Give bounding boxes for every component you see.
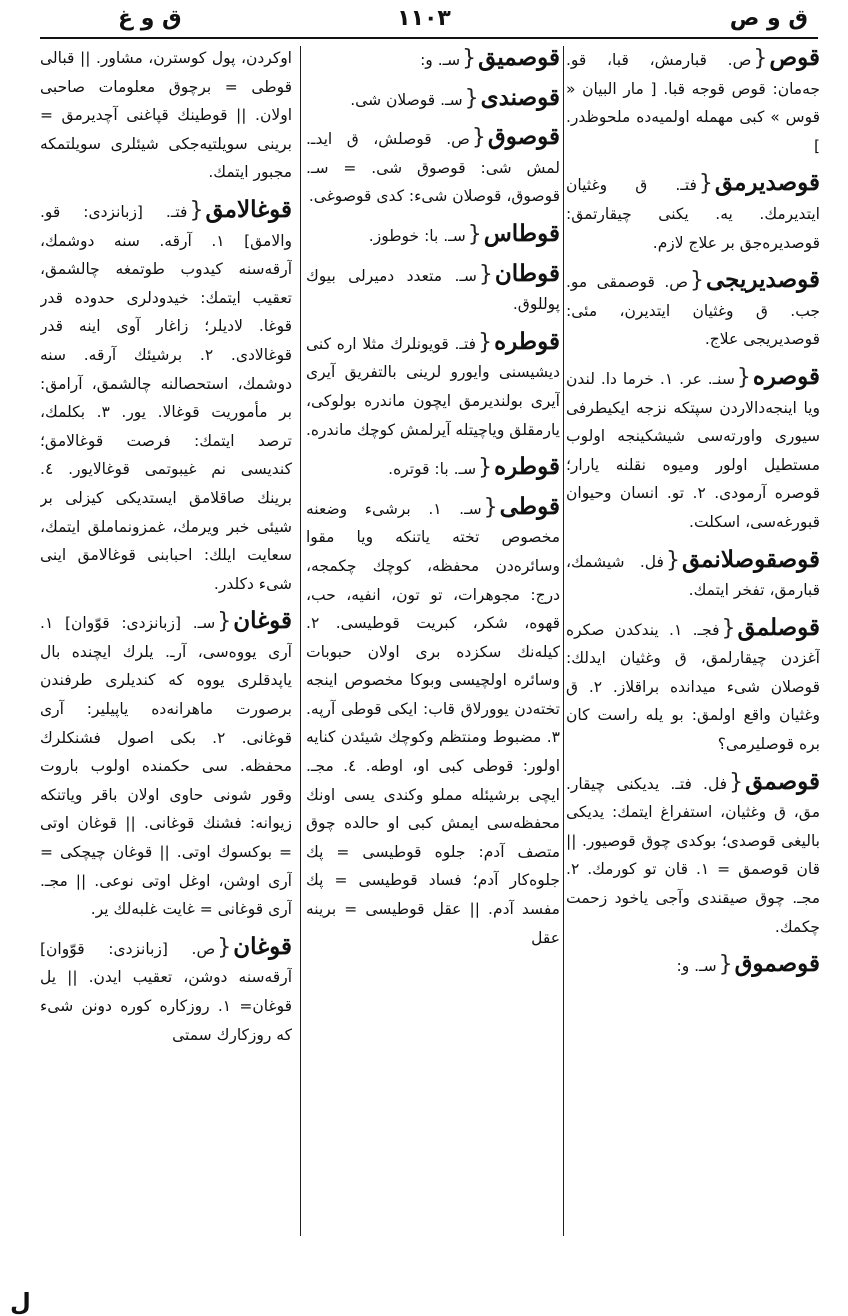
entry-brace: { [690, 268, 704, 294]
entry-brace: { [478, 329, 493, 355]
dictionary-entry [566, 768, 820, 942]
entry-definition: فتـ. ق وغثیان ایتدیرمك. یه. یكنی چیقارتمق: قوصدیره‌جق بر علاج لازم. [566, 176, 820, 252]
entry-brace: { [467, 221, 482, 247]
entry-definition: سـ. با: قوتره. [388, 460, 477, 479]
entry-headword: قوصلمق [737, 613, 820, 641]
entry-definition: فل. شیشمك، قبارمق، تفخر ایتمك. [566, 552, 820, 600]
entry-brace: { [478, 455, 493, 481]
dictionary-entry [566, 546, 820, 605]
entry-definition: سـ. و: [676, 957, 717, 976]
entry-definition: سـ. متعدد دمیرلی بیوك پوللوق. [306, 266, 560, 314]
dictionary-entry [306, 453, 560, 484]
entry-brace: { [721, 615, 736, 641]
dictionary-entry [40, 933, 292, 1049]
entry-headword: قوصموق [734, 950, 820, 978]
entry-headword: قوغالامق [205, 195, 292, 223]
header-left-letters: ق و غ [118, 6, 182, 31]
footer-mark: ل [10, 1288, 31, 1316]
dictionary-entry [306, 493, 560, 953]
entry-brace: { [462, 46, 477, 71]
entry-definition: سـ. [زبانزدی: قوّوان] ۱. آری یووه‌سی، آرـ. یلرك ایچنده بال یاپدقلری یووه كه كندیلری طرفندن برصورت ماهرانه‌ده یاپیلیر: آری قوغانی. ۲. بكی اصول فشنكلرك محفظه. سی حكمنده اولوب باروت وقور شونی حاوی اولان باقر ویاتنكه زیوانه: فشنك قوغانی. || قوغان اوتی = بوكسوك اوتی. || قوغان چیچكی = آری اوشن، اوغل اوتی نوعی. || مجـ. آری قوغانی = غایت غلبه‌لك یر. [40, 614, 292, 919]
entry-brace: { [698, 171, 713, 197]
entry-brace: { [471, 125, 486, 151]
entry-headword: قوغان [233, 607, 292, 635]
entry-brace: { [217, 609, 232, 635]
entry-definition: فتـ. قویونلرك مثلا اره كنی دیشیسنی وایورو لرینی بالتفریق آیری آیری بولندیرمق ایچون ماندره بولوكی، یارمقلق ویاچیتله آیرلمش كوچك ماندره. [306, 334, 560, 439]
entry-brace: { [736, 364, 751, 390]
entry-headword: قوطاس [483, 219, 560, 247]
dictionary-entry [306, 220, 560, 251]
entry-definition: فل. فتـ. یدیكنی چیقار. مق، ق وغثیان، استفراغ ایتمك: یدیكی بالیغی قوصدی؛ بوكدی چوق قوصیور. || قان قوصمق = ۱. قان تو كورمك. ۲. مجـ. چوق صیقندی وآجی یاخود زحمت چكمك. [566, 774, 820, 936]
column-middle [306, 44, 560, 1224]
entry-headword: قوصدیرمق [714, 169, 820, 197]
entry-brace: { [718, 952, 733, 978]
entry-headword: قوصره [752, 362, 820, 390]
entry-definition: سـ. و: [420, 51, 461, 69]
dictionary-entry [306, 44, 560, 75]
dictionary-entry [566, 363, 820, 537]
entry-definition: سـ. قوصلان شی. [350, 90, 463, 109]
dictionary-entry [566, 266, 820, 354]
dictionary-entry [566, 614, 820, 759]
entry-brace: { [189, 197, 204, 223]
entry-definition: فجـ. ۱. یندكدن صكره آغزدن چیقارلمق، ق وغثیان ایدلك: قوصلان شیء میدانده براقلاز. ۲. ق وغثیان واقع اولمق: بو یله راست كان بره قوصلیرمی؟ [566, 620, 820, 754]
entry-headword: قوصمق [745, 767, 820, 795]
header-rule [40, 37, 818, 39]
entry-headword: قوص [769, 44, 820, 71]
dictionary-entry [566, 44, 820, 160]
page-header [0, 0, 848, 40]
page-number: ۱۱۰۳ [397, 6, 451, 31]
entry-definition: ص. قبارمش، قبا، قو. جه‌مان: قوص قوجه قبا. [ مار البیان « قوس » كبی مهمله اولمیه‌ده ملحوظدر. ] [566, 51, 820, 155]
column-divider-left [300, 46, 301, 1236]
column-right [566, 44, 820, 1224]
entry-headword: قوصقوصلانمق [681, 545, 820, 573]
entry-headword: قوطان [494, 259, 560, 287]
dictionary-entry [40, 607, 292, 924]
entry-headword: قوغان [233, 932, 292, 960]
entry-definition: سـ. ۱. برشیء وضعنه مخصوص تخته یاتنكه ویا مقوا وسائره‌دن محفظه، كوچك چكمجه، درج: مجوهرات، تو تون، انفیه، حب، قهوه، شكر، كبریت قوطیسی. ۲. كیله‌نك سكزده بری اولان حبوبات وسائره اولچیسی وبوكا مخصوص اینجه تخته‌دن یوورلاق قاب: ایكی قوطی آرپه. ۳. مضبوط ومنتظم وكوچك شیئدن كنایه اولور: قوطی كبی او، اوطه. ٤. مجـ. ایچی برشیئله مملو وكندی یسی اونك محفظه‌سی ایمش كبی او حالده چوق متصف آدم: جلوه قوطیسی = پك جلوه‌كار آدم؛ فساد قوطیسی = پك مفسد آدم. || عقل قوطیسی = برینه عقل [306, 499, 560, 947]
entry-headword: قوصندی [480, 83, 560, 111]
dictionary-entry [306, 260, 560, 319]
entry-definition: فتـ. [زبانزدی: قو. والامق] ۱. آرقه. سنه دوشمك، آرقه‌سنه كیدوب طوتمغه چالشمق، تعقیب ایتمك: خیدودلری حدوده قدر قوغا. لادیلر؛ زاغار آوی اینه قدر قوغالادی. ۲. برشیئك آرقه. سنه دوشمك، استحصالنه چالشمق، آرامق: بر مأموریت قوغالا. یور. ۳. بكلمك، ترصد ایتمك: فرصت قوغالامق؛ كندیسی نم غیبوتمی قوغالایور. ٤. برینك صاقلامق ایستدیكی كیزلی بر شیئی خبر ویرمك، غمزونماملق ایتمك، سعایت ایلك: احبابنی قوغالامق اینی شیء دكلدر. [40, 202, 292, 593]
dictionary-entry [306, 328, 560, 444]
dictionary-entry [40, 196, 292, 598]
dictionary-entry [306, 84, 560, 115]
entry-headword: قوطره [494, 327, 560, 355]
entry-definition: ص. [زبانزدی: قوّوان] آرقه‌سنه دوشن، تعقیب ایدن. || یل قوغان= ۱. روزكاره كوره دونن شیء كه روزكارك سمتی [40, 939, 292, 1044]
entry-brace: { [464, 85, 479, 111]
entry-brace: { [665, 547, 680, 573]
entry-headword: قوصمیق [478, 44, 560, 71]
entry-headword: قوصوق [487, 123, 560, 151]
header-right-letters: ق و ص [729, 6, 808, 31]
dictionary-entry [566, 169, 820, 257]
entry-definition: ص. قوصلش، ق ایدـ. لمش شی: قوصوق شی. = سـ. قوصوق، قوصلان شیء: كدی قوصوغی. [306, 130, 560, 206]
entry-headword: قوصدیریجی [706, 266, 820, 294]
entry-headword: قوطره [494, 453, 560, 481]
entry-headword: قوطی [499, 492, 560, 520]
entry-brace: { [217, 934, 232, 960]
entry-brace: { [753, 46, 768, 71]
column-divider-right [563, 46, 564, 1236]
entry-definition: سنـ. عر. ۱. خرما دا. لندن ویا اینجه‌دالاردن سپتكه نزجه ایكیطرفی سیوری واورته‌سی شیشكینجه اولوب مستطیل اولور ومیوه نقلنه یارار؛ قوصره آرمودی. ۲. تو. انسان وحیوان قبورغه‌سی، اسكلت. [566, 369, 820, 531]
entry-brace: { [483, 494, 498, 520]
dictionary-entry [306, 123, 560, 211]
entry-definition: ص. قوصمقی مو. جب. ق وغثیان ایتدیرن، مئی: قوصدیریجی علاج. [566, 273, 820, 349]
entry-definition: سـ. با: خوطوز. [368, 226, 466, 245]
entry-brace: { [478, 261, 493, 287]
entry-brace: { [729, 769, 744, 795]
column-left [40, 44, 292, 1224]
entry-definition: اوكردن، پول كوسترن، مشاور. || قبالی قوطی = برچوق معلومات صاحبی اولان. || قوطینك قپاغنی آچدیرمق = برینی سویلتیه‌جكی شیئلری سویلتمكه مجبور ایتمك. [40, 49, 292, 182]
dictionary-entry [566, 950, 820, 981]
dictionary-entry [40, 44, 292, 187]
